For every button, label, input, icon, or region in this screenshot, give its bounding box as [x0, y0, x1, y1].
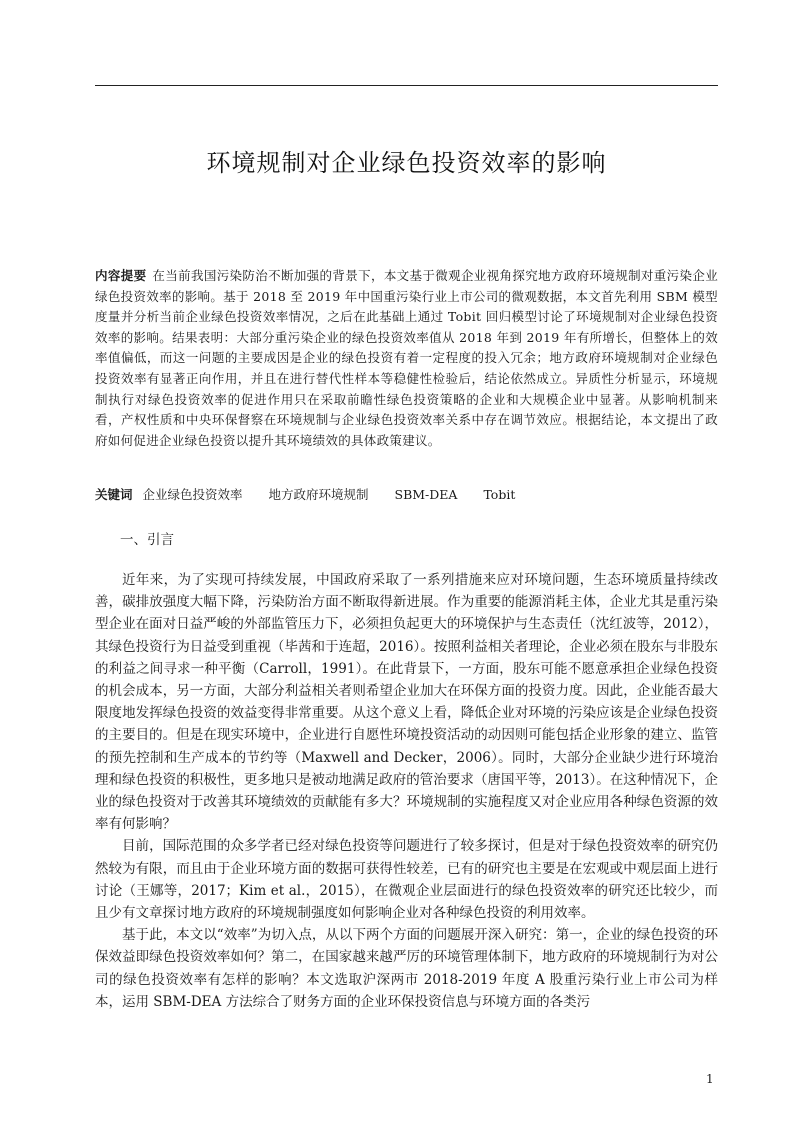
keyword-item: 企业绿色投资效率	[142, 487, 243, 502]
abstract-text: 在当前我国污染防治不断加强的背景下，本文基于微观企业视角探究地方政府环境规制对重污染企业绿色投资效率的影响。基于 2018 至 2019 年中国重污染行业上市公司的微观数据，本文首先利用 SBM 模型度量并分析当前企业绿色投资效率情况，之后在此基础上通过 Tobit 回归模型讨论了环境规制对企业绿色投资效率的影响。结果表明：大部分重污染企业的绿色投资效率值从 2018 年到 2019 年有所增长，但整体上的效率值偏低，而这一问题的主要成因是企业的绿色投资有着一定程度的投入冗余；地方政府环境规制对企业绿色投资效率有显著正向作用，并且在进行替代性样本等稳健性检验后，结论依然成立。异质性分析显示，环境规制执行对绿色投资效率的促进作用只在采取前瞻性绿色投资策略的企业和大规模企业中显著。从影响机制来看，产权性质和中央环保督察在环境规制与企业绿色投资效率关系中存在调节效应。根据结论，本文提出了政府如何促进企业绿色投资以提升其环境绩效的具体政策建议。	[95, 268, 718, 448]
section-heading: 一、引言	[120, 532, 174, 548]
paper-title: 环境规制对企业绿色投资效率的影响	[206, 149, 607, 177]
body-text	[95, 569, 718, 1013]
keyword-item: Tobit	[483, 487, 516, 502]
keyword-item: SBM-DEA	[394, 487, 458, 502]
page-number: 1	[706, 1072, 714, 1086]
paragraph: 目前，国际范围的众多学者已经对绿色投资等问题进行了较多探讨，但是对于绿色投资效率的研究仍然较为有限，而且由于企业环境方面的数据可获得性较差，已有的研究也主要是在宏观或中观层面上进行讨论（王娜等，2017；Kim et al.，2015），在微观企业层面进行的绿色投资效率的研究还比较少，而且少有文章探讨地方政府的环境规制强度如何影响企业对各种绿色投资的利用效率。	[95, 838, 718, 922]
keyword-item: 地方政府环境规制	[268, 487, 369, 502]
paragraph: 近年来，为了实现可持续发展，中国政府采取了一系列措施来应对环境问题，生态环境质量持续改善，碳排放强度大幅下降，污染防治方面不断取得新进展。作为重要的能源消耗主体，企业尤其是重污染型企业在面对日益严峻的外部监管压力下，必须担负起更大的环境保护与生态责任（沈红波等，2012），其绿色投资行为日益受到重视（毕茜和于连超，2016）。按照利益相关者理论，企业必须在股东与非股东的利益之间寻求一种平衡（Carroll，1991）。在此背景下，一方面，股东可能不愿意承担企业绿色投资的机会成本，另一方面，大部分利益相关者则希望企业加大在环保方面的投资力度。因此，企业能否最大限度地发挥绿色投资的效益变得非常重要。从这个意义上看，降低企业对环境的污染应该是企业绿色投资的主要目的。但是在现实环境中，企业进行自愿性环境投资活动的动因则可能包括企业形象的建立、监管的预先控制和生产成本的节约等（Maxwell and Decker，2006）。同时，大部分企业缺少进行环境治理和绿色投资的积极性，更多地只是被动地满足政府的管治要求（唐国平等，2013）。在这种情况下，企业的绿色投资对于改善其环境绩效的贡献能有多大？环境规制的实施程度又对企业应用各种绿色资源的效率有何影响？	[95, 572, 718, 833]
abstract-label: 内容提要	[95, 268, 147, 283]
header-rule	[95, 85, 718, 86]
abstract	[95, 266, 718, 451]
keywords	[95, 485, 718, 505]
paragraph: 基于此，本文以“效率”为切入点，从以下两个方面的问题展开深入研究：第一，企业的绿色投资的环保效益即绿色投资效率如何？第二，在国家越来越严厉的环境管理体制下，地方政府的环境规制行为对公司的绿色投资效率有怎样的影响？本文选取沪深两市 2018-2019 年度 A 股重污染行业上市公司为样本，运用 SBM-DEA 方法综合了财务方面的企业环保投资信息与环境方面的各类污	[95, 927, 718, 1010]
keywords-label: 关键词	[95, 487, 133, 502]
